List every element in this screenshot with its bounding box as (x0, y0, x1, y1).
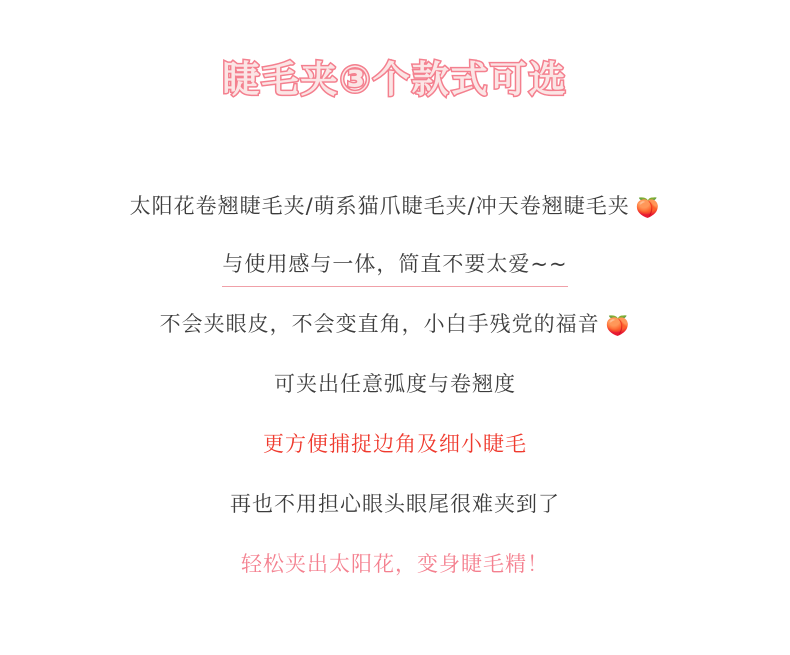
description-line-feel (0, 248, 790, 278)
peach-icon: 🍑 (635, 197, 661, 219)
description-text: 轻松夹出太阳花，变身睫毛精！ (241, 552, 549, 576)
page-title: 睫毛夹③个款式可选 (222, 58, 568, 101)
description-text: 可夹出任意弧度与卷翘度 (274, 372, 516, 396)
description-line-no-pinch (0, 308, 790, 338)
page-title-container (0, 58, 790, 102)
description-text: 不会夹眼皮，不会变直角，小白手残党的福音 (159, 312, 600, 336)
description-line-corner (0, 428, 790, 458)
description-line-ends (0, 488, 790, 518)
description-line-curve (0, 368, 790, 398)
description-line-sunflower (0, 548, 790, 578)
description-text: 更方便捕捉边角及细小睫毛 (263, 432, 527, 456)
peach-icon: 🍑 (605, 315, 631, 337)
description-line-styles (0, 190, 790, 220)
description-text: 太阳花卷翘睫毛夹/萌系猫爪睫毛夹/冲天卷翘睫毛夹 (129, 194, 630, 218)
description-text: 再也不用担心眼头眼尾很难夹到了 (230, 492, 560, 516)
description-list (0, 190, 790, 578)
description-text: 与使用感与一体，简直不要太爱~~ (222, 252, 567, 287)
